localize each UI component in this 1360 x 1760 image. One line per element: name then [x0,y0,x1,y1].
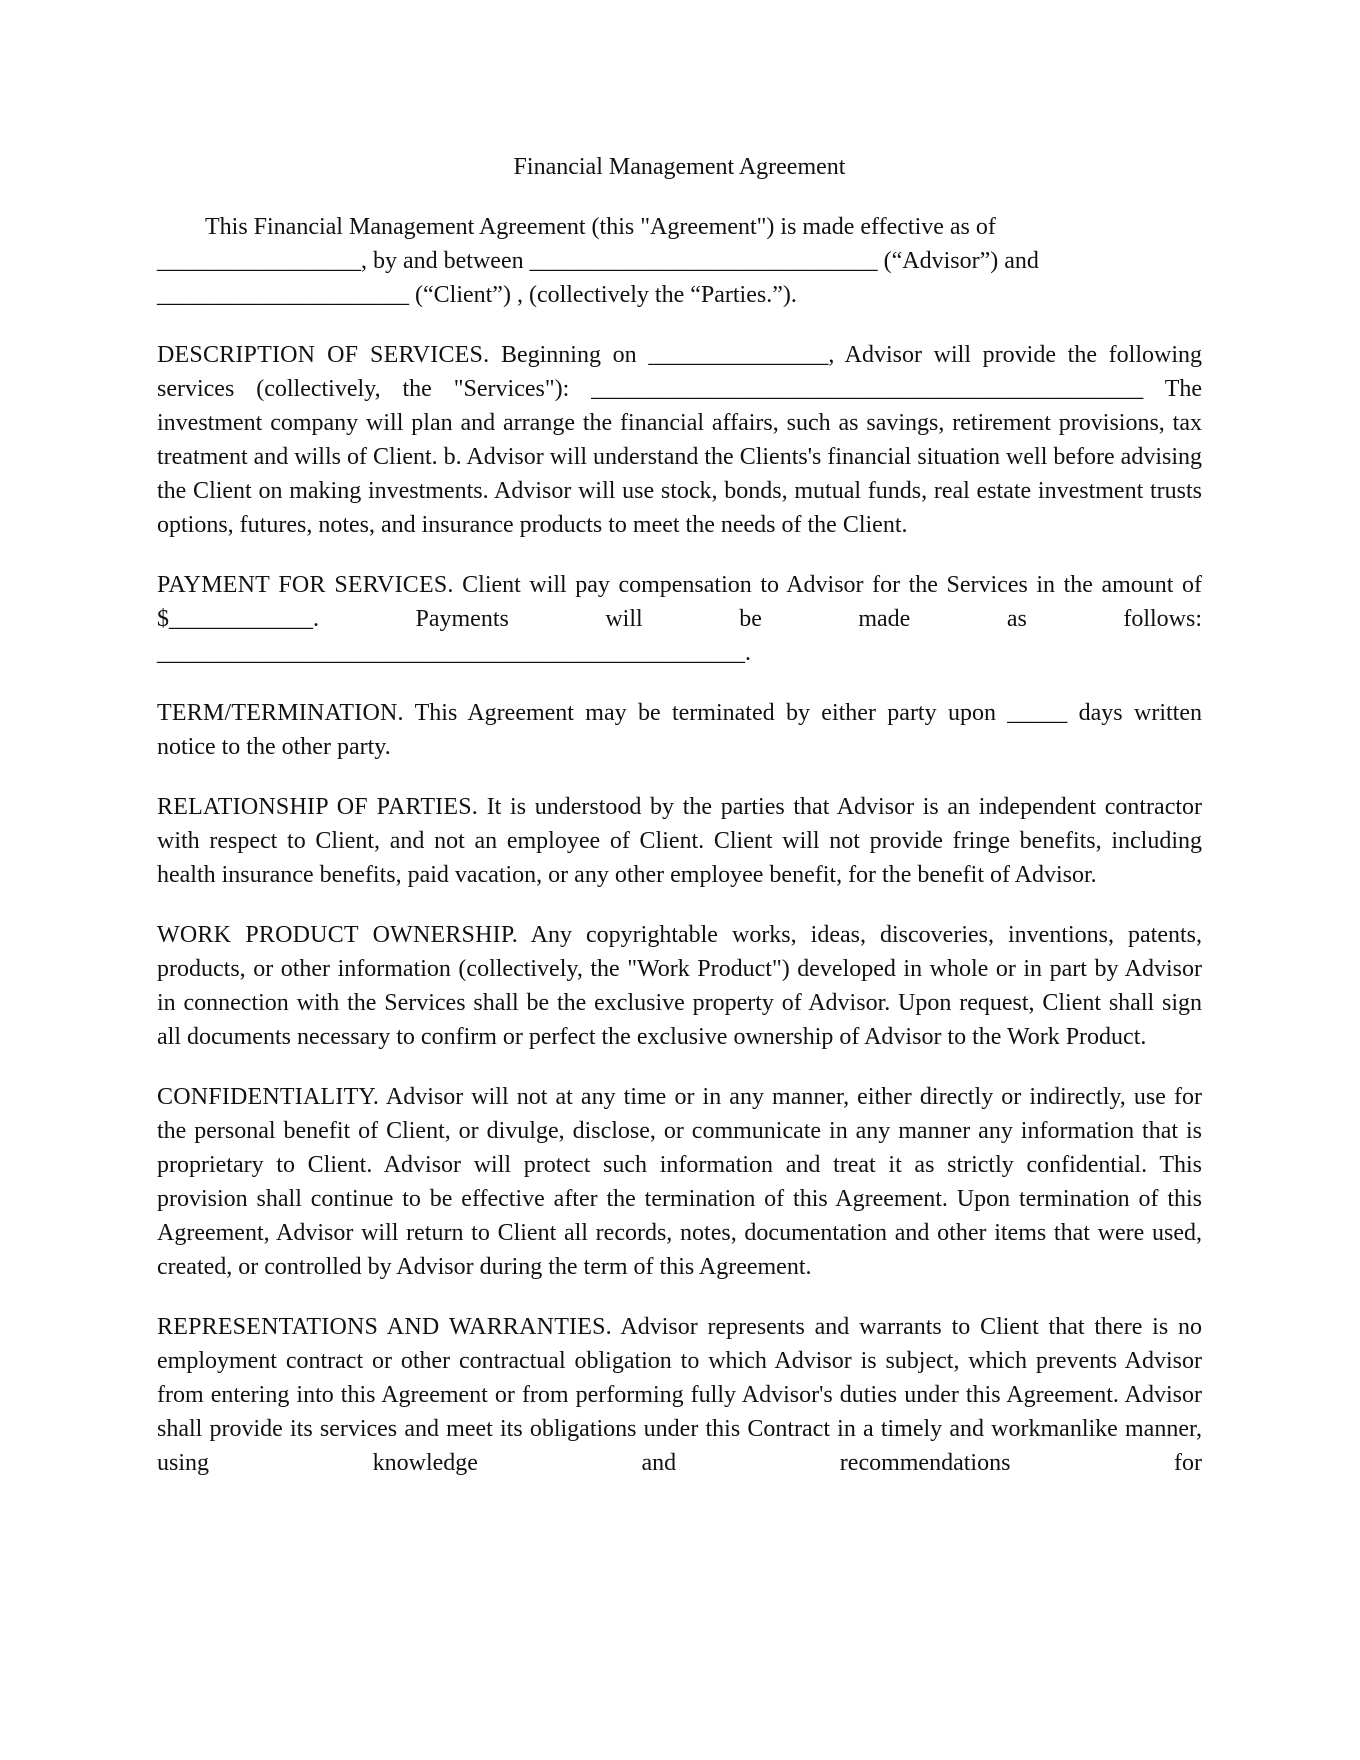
intro-paragraph: This Financial Management Agreement (this "Agreement") is made effective as of _________________, by and between _____________________________ (“Advisor”) and _____________________ (“Client”) , (collectively the “Parties.”). [157,214,1039,308]
section-body: Advisor will not at any time or in any manner, either directly or indirectly, use for the personal benefit of Client, or divulge, disclose, or communicate in any manner any information that is proprietary to Client. Advisor will protect such information and treat it as strictly confidential. This provision shall continue to be effective after the termination of this Agreement. Upon termination of this Agreement, Advisor will return to Client all records, notes, documentation and other items that were used, created, or controlled by Advisor during the term of this Agreement. [157,1084,1202,1280]
section-heading: TERM/TERMINATION. [157,700,404,726]
section-body: Advisor represents and warrants to Client that there is no employment contract or other contractual obligation to which Advisor is subject, which prevents Advisor from entering into this Agreement or from performing fully Advisor's duties under this Agreement. Advisor shall provide its services and meet its obligations under this Contract in a timely and workmanlike manner, using knowledge and recommendations for [157,1314,1202,1476]
section-heading: PAYMENT FOR SERVICES. [157,572,454,598]
section-body: Any copyrightable works, ideas, discoveries, inventions, patents, products, or other information (collectively, the "Work Product") developed in whole or in part by Advisor in connection with the Services shall be the exclusive property of Advisor. Upon request, Client shall sign all documents necessary to confirm or perfect the exclusive ownership of Advisor to the Work Product. [157,922,1203,1050]
section-heading: RELATIONSHIP OF PARTIES. [157,794,478,820]
section-heading: REPRESENTATIONS AND WARRANTIES. [157,1314,612,1340]
document-title: Financial Management Agreement [513,154,846,180]
section-body: Beginning on _______________, Advisor will provide the following services (collectively, the "Services"): ______________________________________________ The investment company will plan and arrange the financial affairs, such as savings, retirement provisions, tax treatment and wills of Client. b. Advisor will understand the Clients's financial situation well before advising the Client on making investments. Advisor will use stock, bonds, mutual funds, real estate investment trusts options, futures, notes, and insurance products to meet the needs of the Client. [157,342,1202,538]
section-description-of-services [157,338,1202,542]
section-heading: CONFIDENTIALITY. [157,1084,380,1110]
section-heading: WORK PRODUCT OWNERSHIP. [157,922,518,948]
section-heading: DESCRIPTION OF SERVICES. [157,342,490,368]
section-body: Client will pay compensation to Advisor for the Services in the amount of $____________. Payments will be made as follows: _________________________________________________. [157,572,1202,666]
section-relationship-of-parties [157,790,1202,892]
section-payment-for-services [157,568,1202,670]
section-confidentiality [157,1080,1202,1284]
section-work-product-ownership [157,918,1202,1054]
section-term-termination [157,696,1202,764]
section-body: This Agreement may be terminated by either party upon _____ days written notice to the other party. [157,700,1202,760]
section-body: It is understood by the parties that Advisor is an independent contractor with respect to Client, and not an employee of Client. Client will not provide fringe benefits, including health insurance benefits, paid vacation, or any other employee benefit, for the benefit of Advisor. [157,794,1203,888]
section-representations-and-warranties [157,1310,1202,1480]
